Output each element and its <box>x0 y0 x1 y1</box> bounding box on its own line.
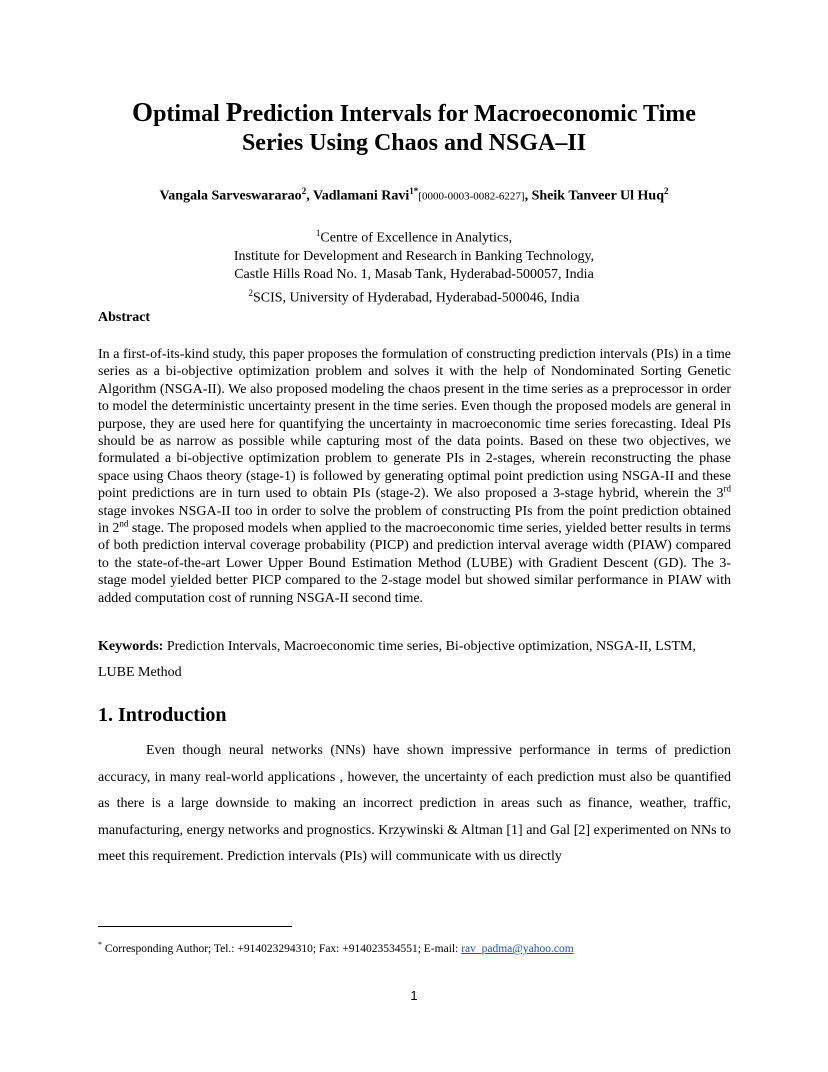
affiliation-marker-1: 1 <box>315 228 321 238</box>
paper-title <box>60 98 768 158</box>
author-list <box>40 186 788 205</box>
keywords <box>98 634 731 686</box>
footnote <box>98 940 574 955</box>
title-cap-p: P <box>225 97 243 127</box>
affiliation-line-1 <box>40 224 788 248</box>
abstract-text-1: In a first-of-its-kind study, this paper proposes the formulation of constructing prediction intervals (PIs) in a time series as a bi-objective optimization problem and solves it with the help of Nondominated Sorting Genetic Algorithm (NSGA-II). We also proposed modeling the chaos present in the time series as a preprocessor in order to model the deterministic uncertainty present in the time series. Even though the proposed models are general in purpose, they are used here for quantifying the uncertainty in macroeconomic time series forecasting. Ideal PIs should be as narrow as possible while capturing most of the data points. Based on these two objectives, we formulated a bi-objective optimization problem to generate PIs in 2-stages, wherein reconstructing the phase space using Chaos theory (stage-1) is followed by generating optimal point prediction using NSGA-II and these point predictions are in turn used to obtain PIs (stage-2). We also proposed a 3-stage hybrid, wherein the 3 <box>98 347 731 502</box>
author-2-orcid: [0000-0003-0082-6227] <box>418 190 525 203</box>
author-3: Sheik Tanveer Ul Huq <box>531 188 665 204</box>
affiliation-line-4 <box>40 284 788 308</box>
keywords-text: Prediction Intervals, Macroeconomic time series, Bi-objective optimization, NSGA-II, LSTM, LUBE Method <box>98 639 696 680</box>
email-link[interactable]: rav_padma@yahoo.com <box>461 942 574 955</box>
author-1-affil: 2 <box>301 186 307 196</box>
author-3-affil: 2 <box>664 186 669 196</box>
title-line-1 <box>60 98 768 129</box>
title-line-2: Series Using Chaos and NSGA–II <box>241 130 587 156</box>
author-2-affil: 1* <box>409 186 419 196</box>
author-1: Vangala Sarveswararao <box>159 188 302 204</box>
abstract-superscript-nd: nd <box>119 518 129 529</box>
affiliations <box>40 224 788 307</box>
affiliation-marker-2: 2 <box>248 287 253 298</box>
abstract-text-3: stage. The proposed models when applied to the macroeconomic time series, yielded better results in terms of both prediction interval coverage probability (PICP) and prediction interval average width (PIAW) compared to the state-of-the-art Lower Upper Bound Estimation Method (LUBE) with Gradient Descent (GD). The 3-stage model yielded better PICP compared to the 2-stage model but showed similar performance in PIAW with added computation cost of running NSGA-II second time. <box>98 521 731 606</box>
footnote-marker: * <box>98 940 102 949</box>
footnote-rule <box>98 926 292 927</box>
title-part-1: ptimal <box>153 101 226 127</box>
author-separator: , <box>524 188 532 204</box>
author-separator: , <box>306 188 313 204</box>
affiliation-line-3: Castle Hills Road No. 1, Masab Tank, Hyderabad-500057, India <box>234 266 594 282</box>
footnote-text: Corresponding Author; Tel.: +914023294310; Fax: +914023534551; E-mail: <box>102 942 462 955</box>
title-part-2: rediction Intervals for Macroeconomic Time <box>242 101 696 127</box>
page-number: 1 <box>410 988 418 1003</box>
affiliation-text-1: Centre of Excellence in Analytics, <box>320 230 513 246</box>
abstract-superscript-rd: rd <box>723 483 731 494</box>
affiliation-line-2: Institute for Development and Research in Banking Technology, <box>233 248 595 264</box>
affiliation-text-2: SCIS, University of Hyderabad, Hyderabad-500046, India <box>252 290 580 306</box>
abstract-text-2: stage invokes NSGA-II too in order to solve the problem of constructing PIs from the point prediction obtained in 2 <box>98 503 731 537</box>
keywords-label: Keywords: <box>98 639 164 654</box>
title-cap-o: O <box>132 97 154 127</box>
introduction-paragraph: Even though neural networks (NNs) have shown impressive performance in terms of prediction accuracy, in many real-world applications , however, the uncertainty of each prediction must also be quantified as there is a large downside to making an incorrect prediction in areas such as finance, weather, traffic, manufacturing, energy networks and prognostics. Krzywinski & Altman [1] and Gal [2] experimented on NNs to meet this requirement. Prediction intervals (PIs) will communicate with us directly <box>98 743 731 865</box>
abstract-heading: Abstract <box>98 310 151 325</box>
abstract-body <box>98 346 731 607</box>
author-2: Vadlamani Ravi <box>312 188 410 204</box>
section-heading-introduction: 1. Introduction <box>98 704 227 726</box>
